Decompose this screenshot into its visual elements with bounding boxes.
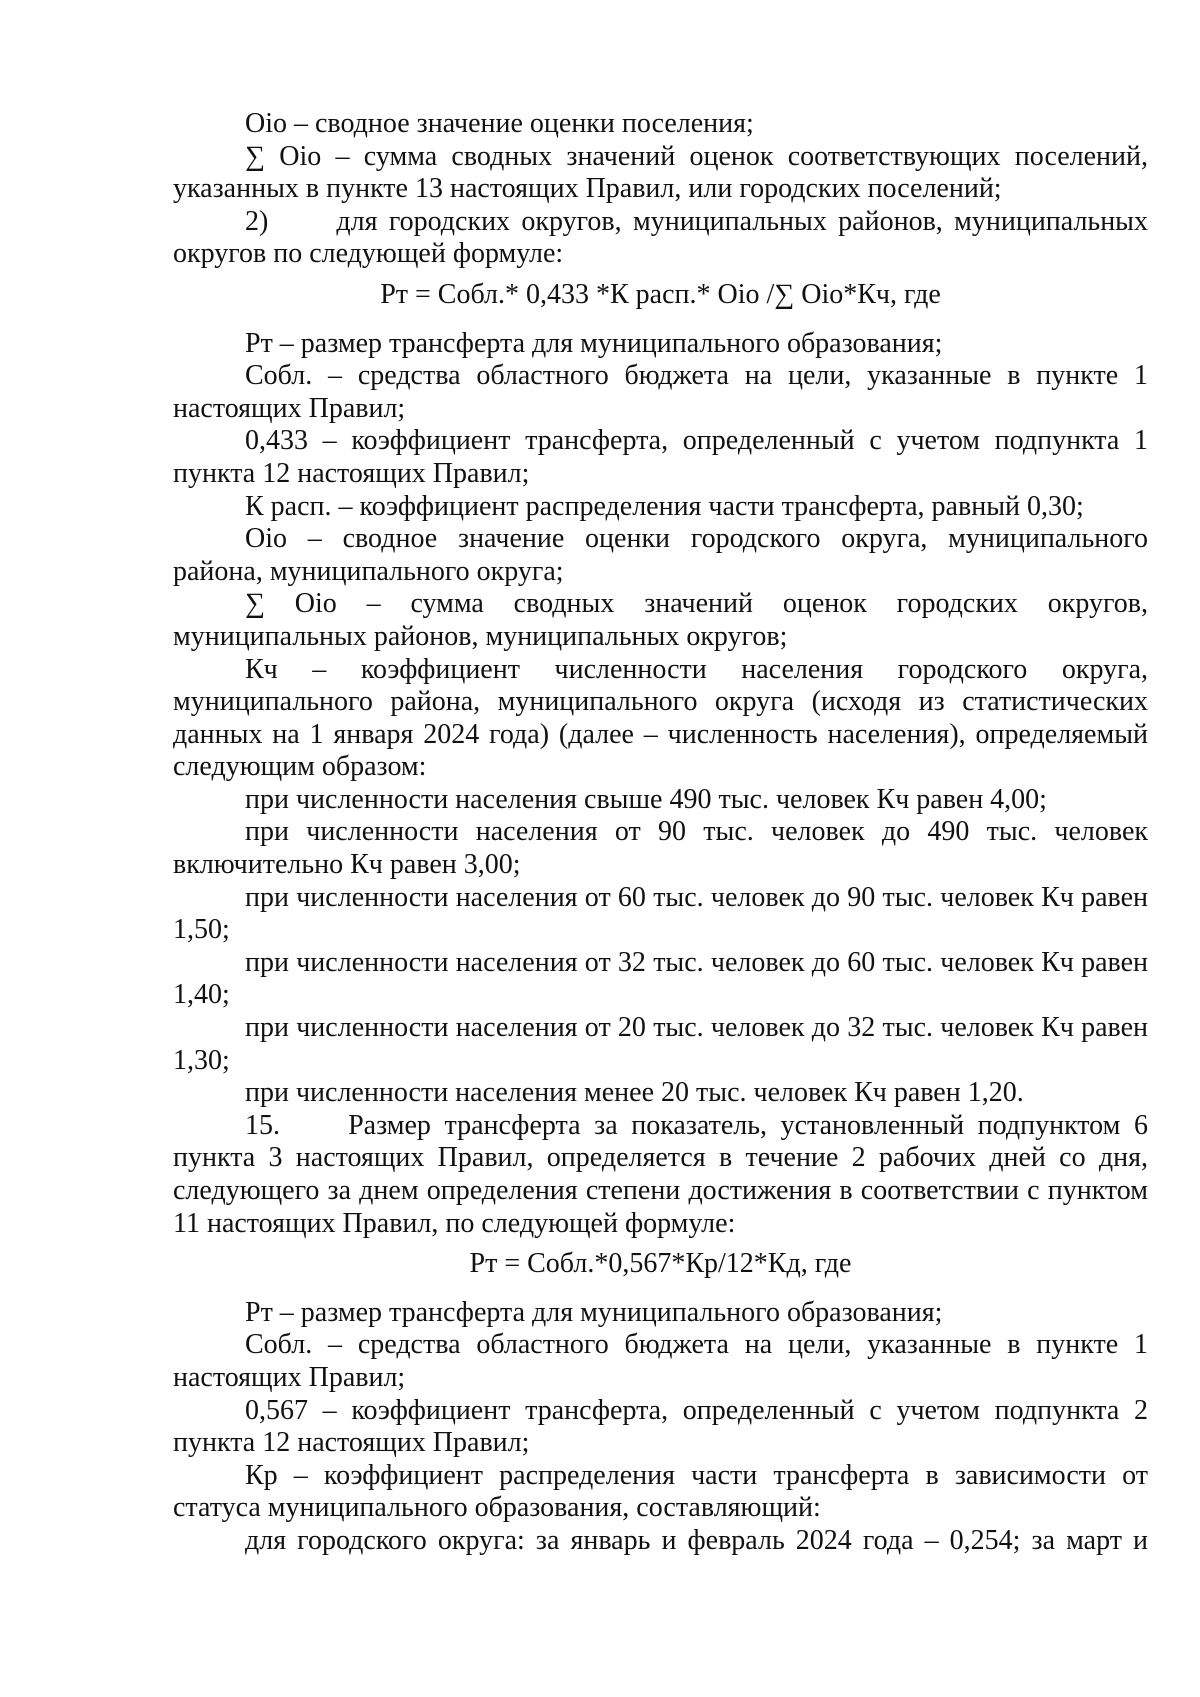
paragraph-population-under-20: при численности населения менее 20 тыс. человек Кч равен 1,20. — [245, 1077, 1024, 1109]
formula-2: Рт = Собл.*0,567*Кр/12*Кд, где — [469, 1248, 852, 1280]
document-body — [173, 108, 1155, 1558]
paragraph-k-rasp: К расп. – коэффициент распределения части трансферта, равный 0,30; — [245, 490, 1084, 522]
paragraph-sum-oio-districts: ∑ Оio – сумма сводных значений оценок городских округов, муниципальных районов, муниципальных округов; — [173, 588, 1148, 652]
paragraph-sobl-definition: Собл. – средства областного бюджета на цели, указанные в пункте 1 настоящих Правил; — [173, 360, 1148, 424]
paragraph-coefficient-0433: 0,433 – коэффициент трансферта, определенный с учетом подпункта 1 пункта 12 настоящих Правил; — [173, 425, 1148, 489]
paragraph-item-15: 15. Размер трансферта за показатель, установленный подпунктом 6 пункта 3 настоящих Правил, определяется в течение 2 рабочих дней со дня, следующего за днем определения степени достижения в соответствии с пунктом 11 настоящих Правил, по следующей формуле: — [173, 1109, 1155, 1239]
paragraph-sum-oio-settlements: ∑ Оio – сумма сводных значений оценок соответствующих поселений, указанных в пункте 13 настоящих Правил, или городских поселений; — [173, 140, 1148, 205]
paragraph-item-2: 2) для городских округов, муниципальных районов, муниципальных округов по следующей формуле: — [173, 205, 1155, 270]
paragraph-kch-definition: Кч – коэффициент численности населения городского округа, муниципального района, муниципального округа (исходя из статистических данных на 1 января 2024 года) (далее – численность населения), определяемый следующим образом: — [173, 653, 1148, 783]
paragraph-oio-settlement: Оio – сводное значение оценки поселения; — [245, 108, 754, 139]
formula-1: Рт = Собл.* 0,433 *К расп.* Оio /∑ Оio*Кч, где — [380, 278, 941, 310]
paragraph-kr-definition: Кр – коэффициент распределения части трансферта в зависимости от статуса муниципального образования, составляющий: — [173, 1459, 1148, 1524]
paragraph-population-60-90: при численности населения от 60 тыс. человек до 90 тыс. человек Кч равен 1,50; — [173, 881, 1148, 946]
paragraph-rt-definition-2: Рт – размер трансферта для муниципального образования; — [245, 1296, 943, 1328]
paragraph-population-90-490: при численности населения от 90 тыс. человек до 490 тыс. человек включительно Кч равен 3,00; — [173, 816, 1148, 881]
paragraph-coefficient-0567: 0,567 – коэффициент трансферта, определенный с учетом подпункта 2 пункта 12 настоящих Правил; — [173, 1394, 1148, 1459]
paragraph-city-district-kr: для городского округа: за январь и февраль 2024 года – 0,254; за март и — [245, 1524, 1148, 1556]
paragraph-rt-definition: Рт – размер трансферта для муниципального образования; — [245, 327, 943, 359]
paragraph-sobl-definition-2: Собл. – средства областного бюджета на цели, указанные в пункте 1 настоящих Правил; — [173, 1329, 1148, 1393]
paragraph-oio-district: Оio – сводное значение оценки городского округа, муниципального района, муниципального округа; — [173, 523, 1148, 587]
paragraph-population-over-490: при численности населения свыше 490 тыс. человек Кч равен 4,00; — [245, 783, 1047, 815]
paragraph-population-32-60: при численности населения от 32 тыс. человек до 60 тыс. человек Кч равен 1,40; — [173, 946, 1148, 1011]
paragraph-population-20-32: при численности населения от 20 тыс. человек до 32 тыс. человек Кч равен 1,30; — [173, 1012, 1148, 1076]
